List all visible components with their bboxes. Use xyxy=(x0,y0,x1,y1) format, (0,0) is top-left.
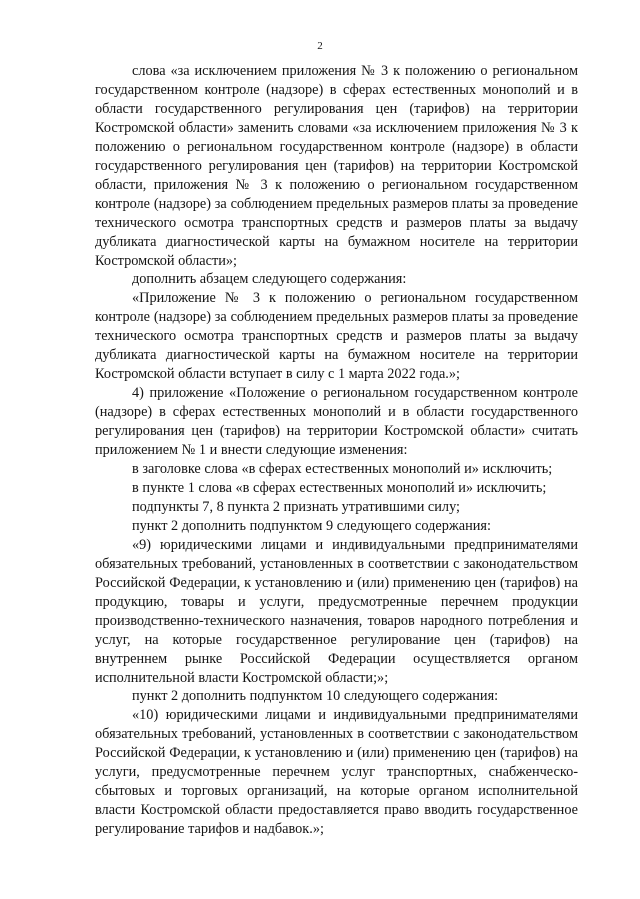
paragraph-title-change: в заголовке слова «в сферах естественных монополий и» исключить; xyxy=(132,461,553,478)
paragraph-subpoint-9-text: «9) юридическими лицами и индивидуальными предпринимателями обязательных требований, установленных в соответствии с законодательством Российской Федерации, к установлению и (или) применению цен (тарифов) на продукцию, товары и услуги, предусмотренные перечнем продукции производственно-технического назначения, товаров народного потребления и услуг, на которые государственное регулирование цен (тарифов) на внутреннем рынке Российской Федерации осуществляется органом исполнительной власти Костромской области;»; xyxy=(95,536,578,686)
paragraph-add-subpoint-9: пункт 2 дополнить подпунктом 9 следующего содержания: xyxy=(132,517,491,534)
paragraph-add-clause: дополнить абзацем следующего содержания: xyxy=(132,271,407,288)
paragraph-amendment-words: слова «за исключением приложения № 3 к положению о региональном государственном контроле (надзоре) в сферах естественных монополий и в области государственного регулирования цен (тарифов) на территории Костромской области» заменить словами «за исключением приложения № 3 к положению о региональном государственном контроле (надзоре) в области государственного регулирования цен (тарифов) на территории Костромской области, приложения № 3 к положению о региональном государственном контроле (надзоре) за соблюдением предельных размеров платы за проведение технического осмотра транспортных средств и размеров платы за выдачу дубликата диагностической карты на бумажном носителе на территории Костромской области»; xyxy=(95,63,578,269)
document-body xyxy=(95,62,578,839)
paragraph-item-4: 4) приложение «Положение о региональном государственном контроле (надзоре) в сферах естественных монополий и в области государственного регулирования цен (тарифов) на территории Костромской области» считать приложением № 1 и внести следующие изменения: xyxy=(95,385,578,459)
paragraph-subpoint-10-text: «10) юридическими лицами и индивидуальными предпринимателями обязательных требований, установленных в соответствии с законодательством Российской Федерации, к установлению и (или) применению цен (тарифов) на услуги, предусмотренные перечнем услуг транспортных, снабженческо-сбытовых и торговых организаций, на которые органом исполнительной власти Костромской области предоставляется право вводить государственное регулирование тарифов и надбавок.»; xyxy=(95,707,578,838)
paragraph-appendix-3-effective: «Приложение № 3 к положению о региональном государственном контроле (надзоре) за соблюдением предельных размеров платы за проведение технического осмотра транспортных средств и размеров платы за выдачу дубликата диагностической карты на бумажном носителе на территории Костромской области вступает в силу с 1 марта 2022 года.»; xyxy=(95,290,578,383)
paragraph-subpoints-7-8: подпункты 7, 8 пункта 2 признать утратившими силу; xyxy=(132,498,460,515)
paragraph-add-subpoint-10: пункт 2 дополнить подпунктом 10 следующего содержания: xyxy=(132,688,499,705)
page-number: 2 xyxy=(317,40,323,52)
paragraph-point-1-change: в пункте 1 слова «в сферах естественных монополий и» исключить; xyxy=(132,479,547,496)
